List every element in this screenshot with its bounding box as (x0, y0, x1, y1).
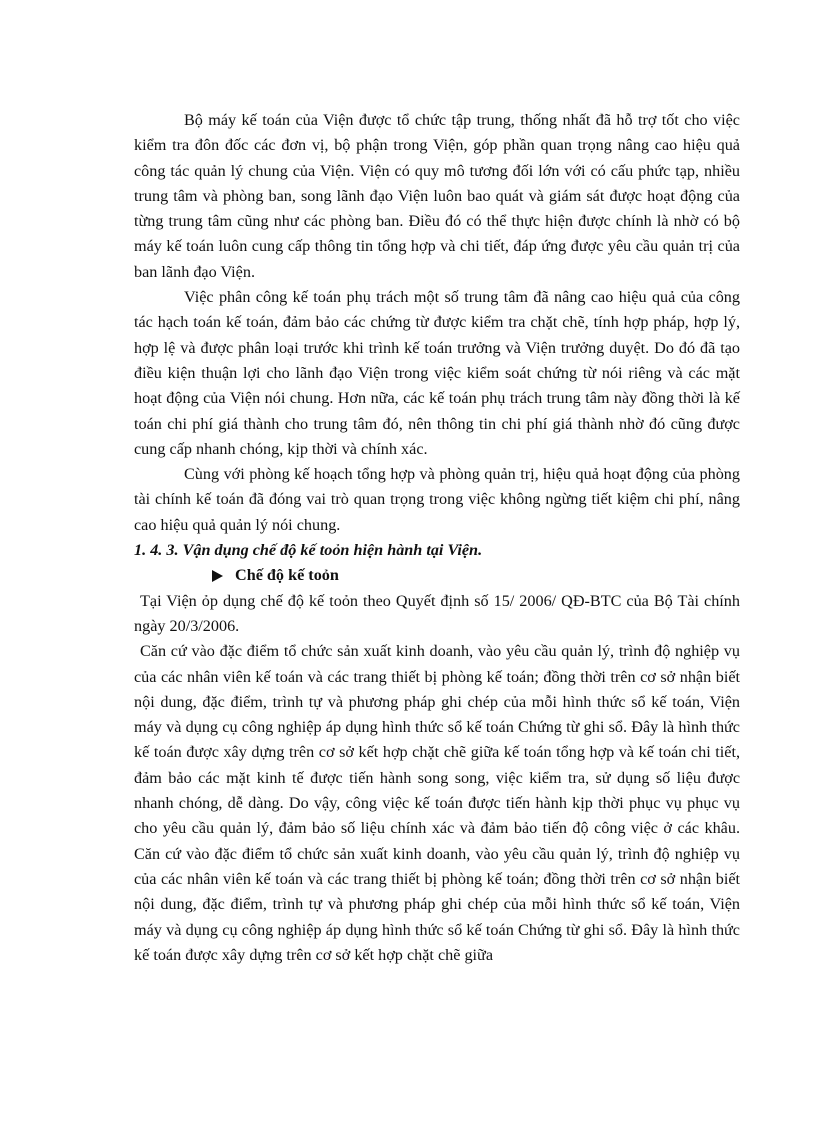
paragraph-assignment: Việc phân công kế toán phụ trách một số trung tâm đã nâng cao hiệu quả của công tác hạch toán kế toán, đảm bảo các chứng từ được kiểm tra chặt chẽ, tính hợp pháp, hợp lý, hợp lệ và được phân loại trước khi trình kế toán trưởng và Viện trưởng duyệt. Do đó đã tạo điều kiện thuận lợi cho lãnh đạo Viện trong việc kiểm soát chứng từ nói riêng và các mặt hoạt động của Viện nói chung. Hơn nữa, các kế toán phụ trách trung tâm này đồng thời là kế toán chi phí giá thành cho trung tâm đó, nên thông tin chi phí giá thành nhờ đó cũng được cung cấp nhanh chóng, kịp thời và chính xác. (134, 288, 740, 458)
document-page (134, 108, 740, 968)
paragraph-basis: Căn cứ vào đặc điểm tổ chức sản xuất kinh doanh, vào yêu cầu quản lý, trình độ nghiệp vụ của các nhân viên kế toán và các trang thiết bị phòng kế toán; đồng thời trên cơ sở nhận biết nội dung, đặc điểm, trình tự và phương pháp ghi chép của mỗi hình thức sổ kế toán, Viện máy và dụng cụ công nghiệp áp dụng hình thức sổ kế toán Chứng từ ghi sổ. Đây là hình thức kế toán được xây dựng trên cơ sở kết hợp chặt chẽ giữa kế toán tổng hợp và kế toán chi tiết, đảm bảo các mặt kinh tế được tiến hành song song, việc kiểm tra, sử dụng số liệu được nhanh chóng, dễ dàng. Do vậy, công việc kế toán được tiến hành kịp thời phục vụ phục vụ cho yêu cầu quản lý, đảm bảo số liệu chính xác và đảm bảo tiến độ công việc ở các khâu. Căn cứ vào đặc điểm tổ chức sản xuất kinh doanh, vào yêu cầu quản lý, trình độ nghiệp vụ của các nhân viên kế toán và các trang thiết bị phòng kế toán; đồng thời trên cơ sở nhận biết nội dung, đặc điểm, trình tự và phương pháp ghi chép của mỗi hình thức sổ kế toán, Viện máy và dụng cụ công nghiệp áp dụng hình thức sổ kế toán Chứng từ ghi sổ. Đây là hình thức kế toán được xây dựng trên cơ sở kết hợp chặt chẽ giữa (134, 642, 740, 964)
section-heading: 1. 4. 3. Vận dụng chế độ kế toỏn hiện hành tại Viện. (134, 541, 483, 560)
paragraph-regime: Tại Viện ỏp dụng chế độ kế toỏn theo Quyết định số 15/ 2006/ QĐ-BTC của Bộ Tài chính ngày 20/3/2006. (134, 591, 740, 635)
subheading (212, 563, 740, 588)
subheading-text: Chế độ kế toỏn (235, 566, 339, 585)
paragraph-accounting-structure: Bộ máy kế toán của Viện được tổ chức tập trung, thống nhất đã hỗ trợ tốt cho việc kiểm tra đôn đốc các đơn vị, bộ phận trong Viện, góp phần quan trọng nâng cao hiệu quả công tác quản lý chung của Viện. Viện có quy mô tương đối lớn với có cấu phức tạp, nhiều trung tâm và phòng ban, song lãnh đạo Viện luôn bao quát và giám sát được hoạt động của từng trung tâm cũng như các phòng ban. Điều đó có thể thực hiện được chính là nhờ có bộ máy kế toán luôn cung cấp thông tin tổng hợp và chi tiết, đáp ứng được yêu cầu quản trị của ban lãnh đạo Viện. (134, 111, 740, 281)
arrow-bullet-icon (212, 570, 223, 582)
paragraph-efficiency: Cùng với phòng kế hoạch tổng hợp và phòng quản trị, hiệu quả hoạt động của phòng tài chính kế toán đã đóng vai trò quan trọng trong việc không ngừng tiết kiệm chi phí, nâng cao hiệu quả quản lý nói chung. (134, 465, 740, 534)
